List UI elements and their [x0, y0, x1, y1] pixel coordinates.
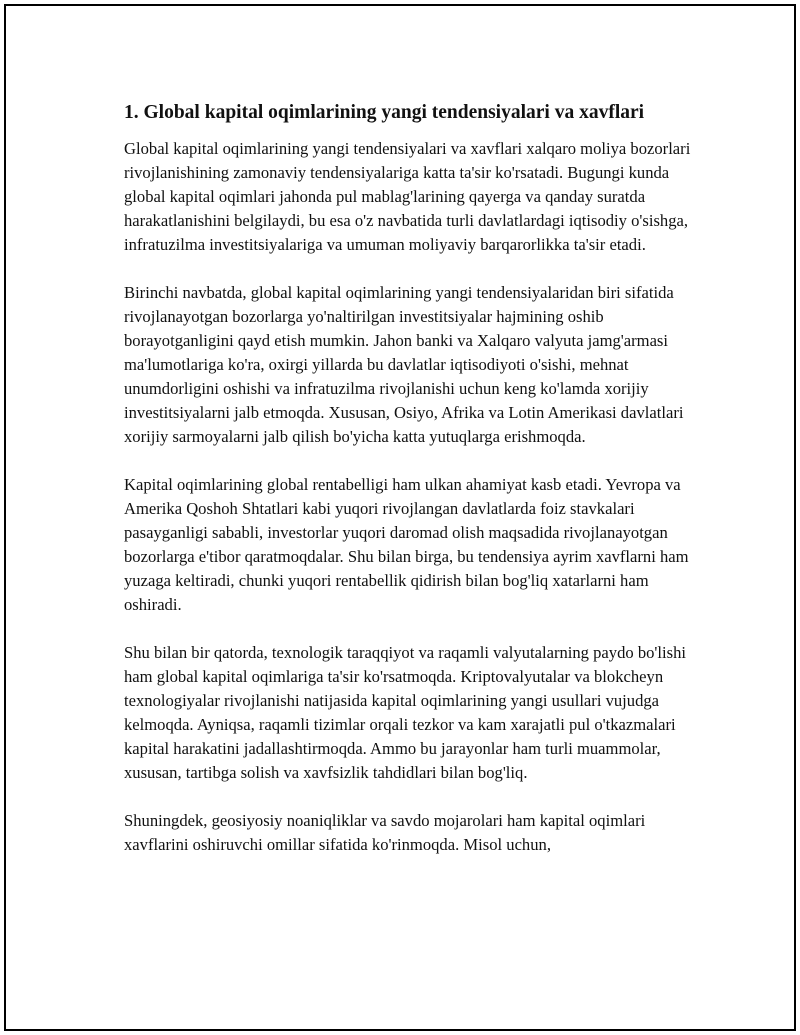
paragraph-3: Kapital oqimlarining global rentabelligi ham ulkan ahamiyat kasb etadi. Yevropa va Amerika Qoshoh Shtatlari kabi yuqori rivojlangan davlatlarda foiz stavkalari pasayganligi sababli, investorlar yuqori daromad olish maqsadida rivojlanayotgan bozorlarga e'tibor qaratmoqdalar. Shu bilan birga, bu tendensiya ayrim xavflarni ham yuzaga keltiradi, chunki yuqori rentabellik qidirish bilan bog'liq xatarlarni ham oshiradi.	[124, 475, 689, 614]
document-body	[124, 99, 704, 881]
section-heading: 1. Global kapital oqimlarining yangi tendensiyalari va xavflari	[124, 102, 645, 123]
paragraph-4: Shu bilan bir qatorda, texnologik taraqqiyot va raqamli valyutalarning paydo bo'lishi ham global kapital oqimlariga ta'sir ko'rsatmoqda. Kriptovalyutalar va blokcheyn texnologiyalar rivojlanishi natijasida kapital oqimlarining yangi usullari vujudga kelmoqda. Ayniqsa, raqamli tizimlar orqali tezkor va kam xarajatli pul o'tkazmalari kapital harakatini jadallashtirmoqda. Ammo bu jarayonlar ham turli muammolar, xususan, tartibga solish va xavfsizlik tahdidlari bilan bog'liq.	[124, 643, 686, 782]
paragraph-1: Global kapital oqimlarining yangi tendensiyalari va xavflari xalqaro moliya bozorlari rivojlanishining zamonaviy tendensiyalariga katta ta'sir ko'rsatadi. Bugungi kunda global kapital oqimlari jahonda pul mablag'larining qayerga va qanday suratda harakatlanishini belgilaydi, bu esa o'z navbatida turli davlatlardagi iqtisodiy o'sishga, infratuzilma investitsiyalariga va umuman moliyaviy barqarorlikka ta'sir etadi.	[124, 139, 691, 254]
paragraph-2: Birinchi navbatda, global kapital oqimlarining yangi tendensiyalaridan biri sifatida rivojlanayotgan bozorlarga yo'naltirilgan investitsiyalar hajmining oshib borayotganligini qayd etish mumkin. Jahon banki va Xalqaro valyuta jamg'armasi ma'lumotlariga ko'ra, oxirgi yillarda bu davlatlar iqtisodiyoti o'sishi, mehnat unumdorligini oshishi va infratuzilma rivojlanishi uchun keng ko'lamda xorijiy investitsiyalarni jalb etmoqda. Xususan, Osiyo, Afrika va Lotin Amerikasi davlatlari xorijiy sarmoyalarni jalb qilish bo'yicha katta yutuqlarga erishmoqda.	[124, 283, 684, 446]
paragraph-5: Shuningdek, geosiyosiy noaniqliklar va savdo mojarolari ham kapital oqimlari xavflarini oshiruvchi omillar sifatida ko'rinmoqda. Misol uchun,	[124, 811, 646, 854]
page-frame	[4, 4, 796, 1031]
